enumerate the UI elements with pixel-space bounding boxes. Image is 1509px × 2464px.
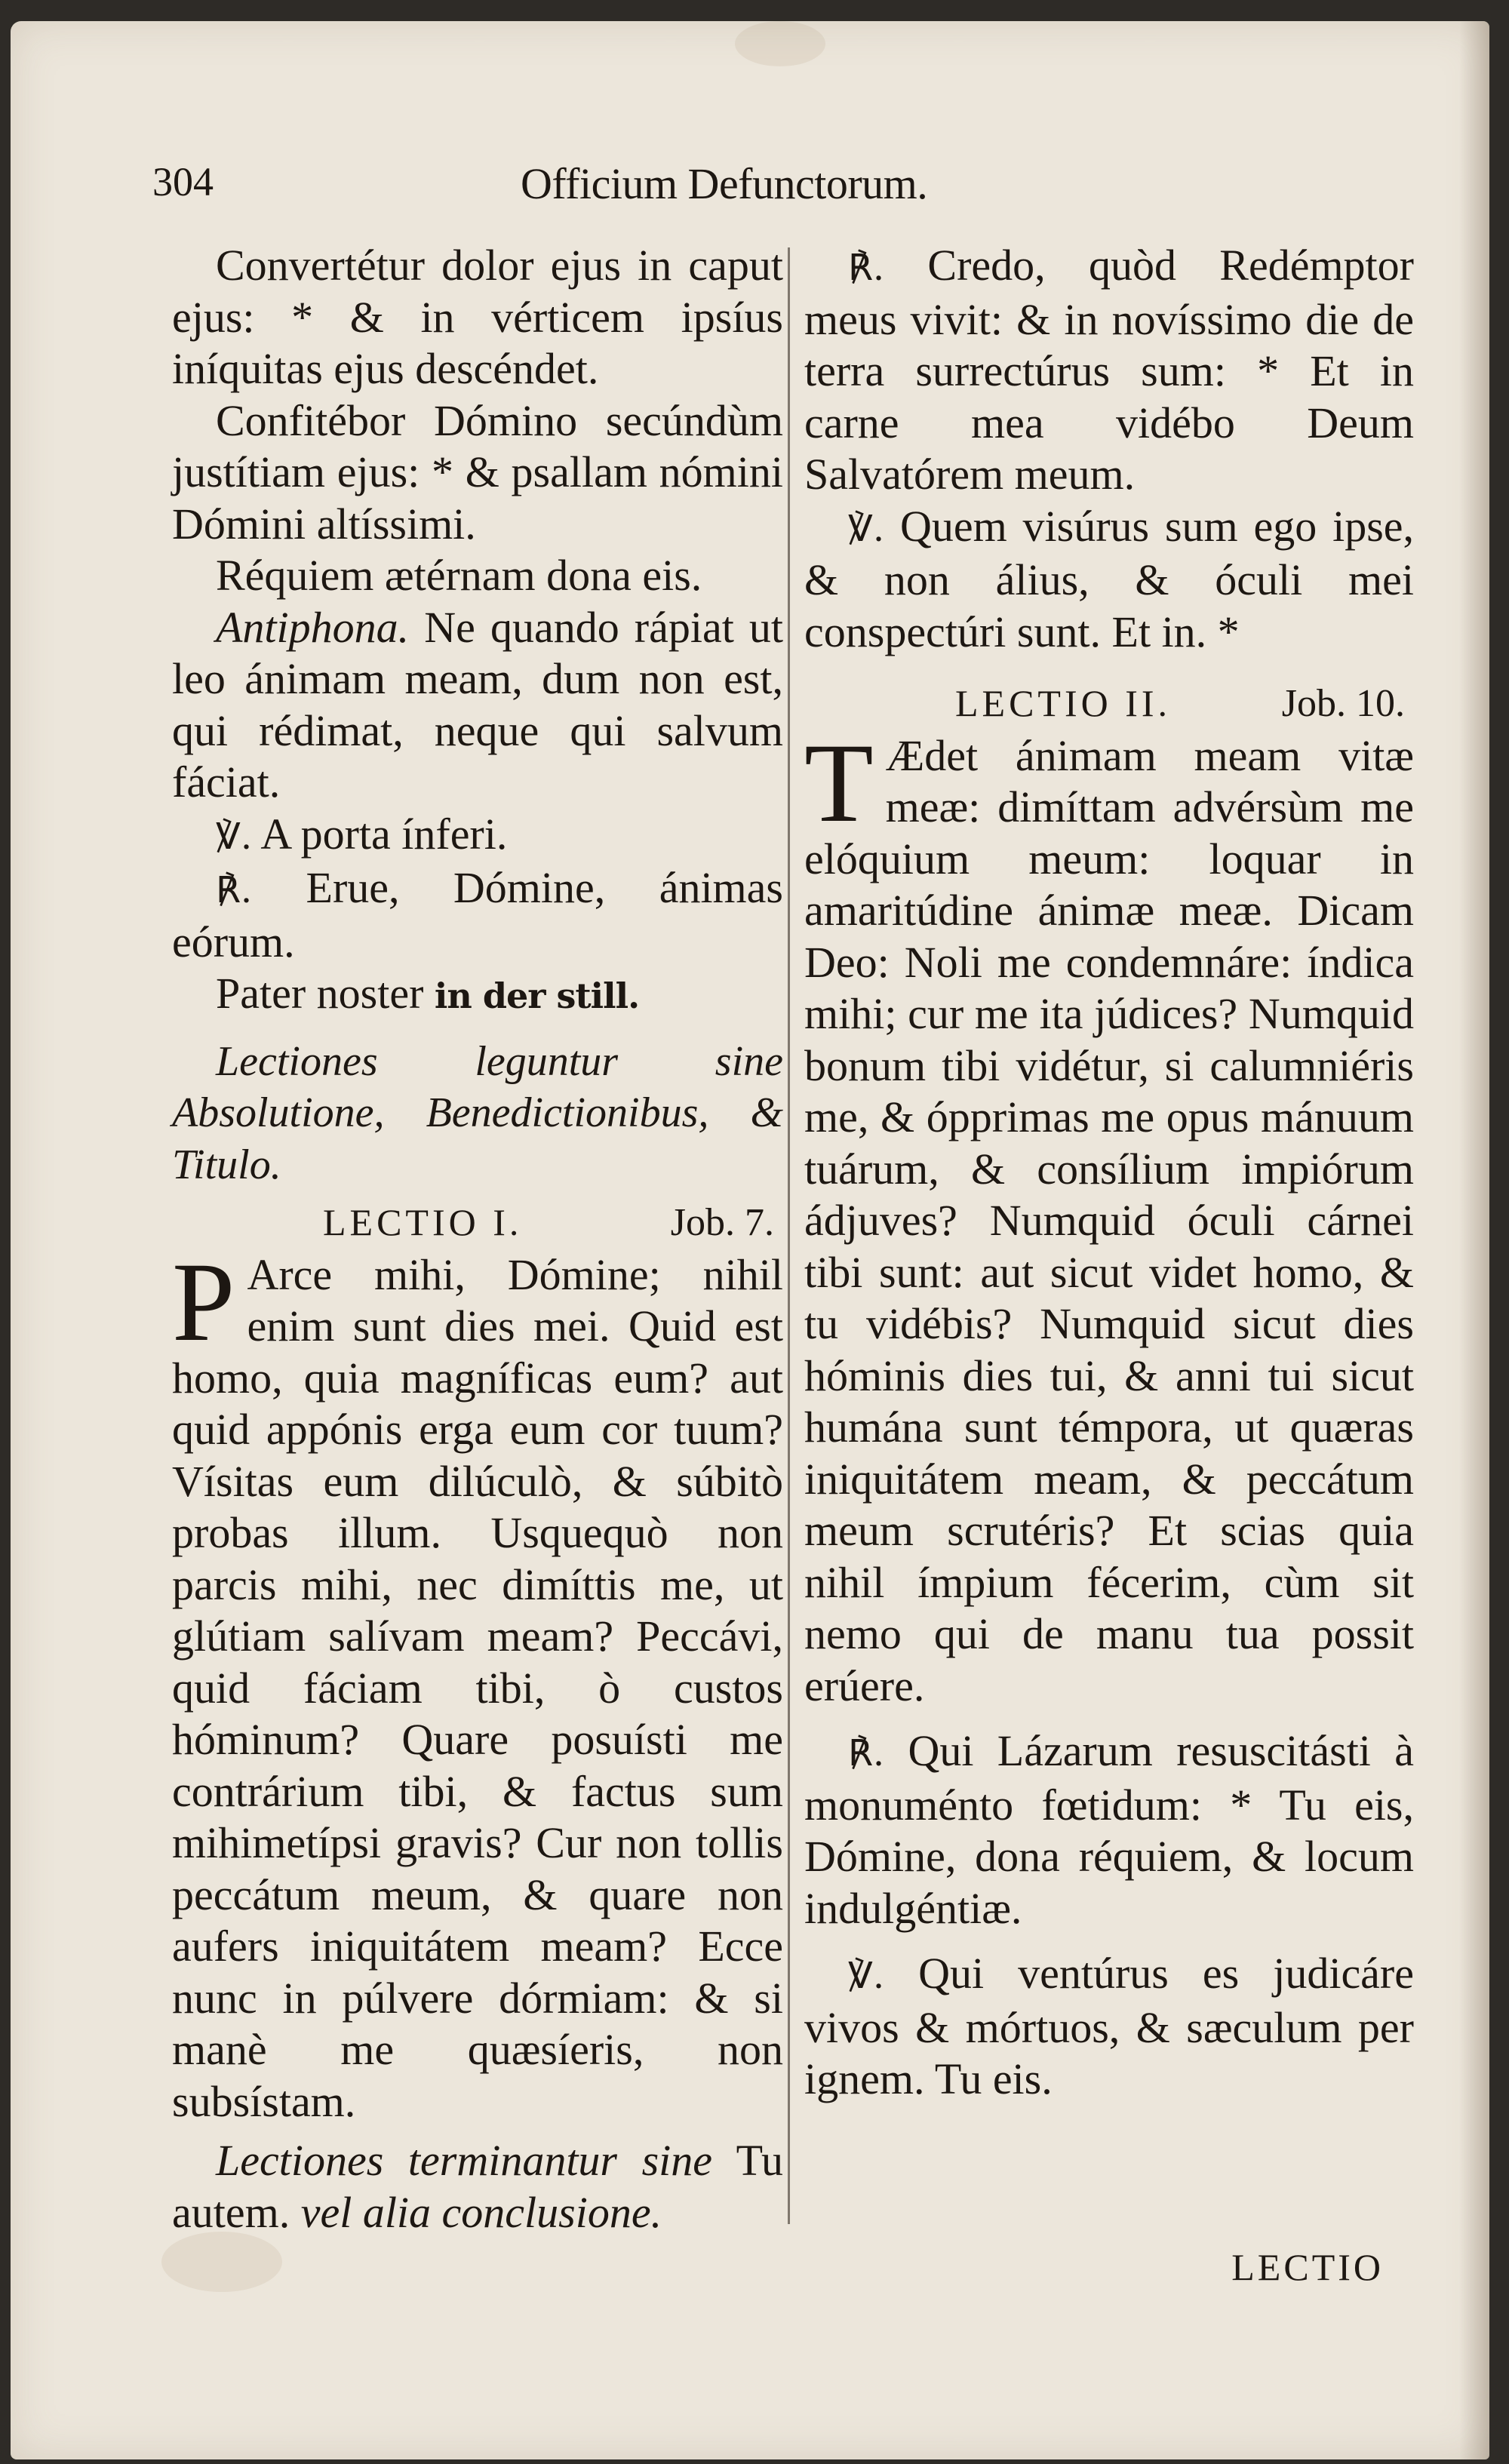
rubric-roman: Tu autem. — [172, 2136, 783, 2237]
right-column — [804, 240, 1414, 2106]
lectio-heading — [804, 677, 1414, 730]
response-text: Erue, Dómine, ánimas eórum. — [172, 863, 783, 966]
response-text: Credo, quòd Redémptor meus vivit: & in novíssimo die de terra surrectúrus sum: * Et in carne mea vidébo Deum Salvatórem meum. — [804, 241, 1414, 499]
rubric-note: Lectiones leguntur sine Absolutione, Benedictionibus, & Titulo. — [172, 1037, 783, 1188]
psalm-verse: Convertétur dolor ejus in caput ejus: * & in vérticem ipsíus iníquitas ejus descéndet. — [172, 241, 783, 393]
versicle-text: Quem visúrus sum ego ipse, & non álius, & óculi mei conspectúri sunt. Et in. * — [804, 501, 1415, 656]
versicle-symbol: ℣. — [848, 507, 885, 550]
lectio-body — [804, 720, 1414, 1713]
page-edge-shadow — [1459, 21, 1489, 2459]
pater-noster-text: Pater noster — [216, 969, 424, 1018]
catchword: LECTIO — [1231, 2246, 1384, 2288]
lectio-text: Arce mihi, Dómine; nihil enim sunt dies mei. Quid est homo, quia magníficas eum? aut quid appónis erga eum cor tuum? Vísitas eum dilúculò, & súbitò probas illum. Usquequò non parcis mihi, nec dimíttis me, ut glútiam salívam meam? Peccávi, quid fáciam tibi, ò custos hóminum? Quare posuísti me contrárium tibi, & factus sum mihimetípsi gravis? Cur non tollis peccátum meum, & quare non aufers iniquitátem meam? Ecce nunc in púlvere dórmiam: & si manè me quæsíeris, non subsístam. — [172, 1249, 783, 2126]
response-symbol: ℟. — [848, 247, 885, 289]
response-text: Qui Lázarum resuscitásti à monuménto fœtidum: * Tu eis, Dómine, dona réquiem, & locum indulgéntiæ. — [804, 1726, 1415, 1933]
lectio-source: Job. 7. — [670, 1201, 774, 1244]
versicle-symbol: ℣. — [216, 815, 253, 858]
lectio-source: Job. 10. — [1281, 682, 1405, 725]
versicle-text: A porta ínferi. — [260, 809, 508, 859]
antiphon-text: Ne quando rápiat ut leo ánimam meam, dum non est, qui rédimat, neque qui salvum fáciat. — [172, 602, 783, 806]
psalm-verse: Confitébor Dómino secúndùm justítiam ejus: * & psallam nómini Dómini altíssimi. — [172, 395, 783, 548]
response — [172, 862, 783, 968]
lectio-body — [172, 1239, 783, 2128]
running-title: Officium Defunctorum. — [521, 159, 928, 208]
paper-stain — [735, 21, 825, 66]
page-header — [11, 158, 1489, 219]
rubric-text-end: vel alia conclusione. — [300, 2187, 662, 2237]
paper-stain — [161, 2232, 282, 2292]
lectio-text: Ædet ánimam meam vitæ meæ: dimíttam advérsùm me elóquium meum: loquar in amaritúdine ánimæ meæ. Dicam Deo: Noli me condemnáre: índica mihi; cur me ita júdices? Numquid bonum tibi vidétur, si calumniéris me, & ópprimas me opus mánuum tuárum, & consílium impiórum ádjuves? Numquid óculi cárnei tibi sunt: aut sicut videt homo, & tu vidébis? Numquid sicut dies hóminis dies tui, & anni tui sicut humána sunt témpora, ut quæras iniquitátem meam, & peccátum meum scrutéris? Et scias quia nihil ímpium fécerim, cùm sit nemo qui de manu tua possit erúere. — [804, 730, 1414, 1710]
lectio-title: LECTIO I. — [323, 1201, 523, 1243]
page-number: 304 — [152, 159, 214, 204]
versicle — [172, 809, 783, 863]
versicle-symbol: ℣. — [848, 1955, 885, 1997]
rubric-conclusion — [172, 2135, 783, 2238]
responsory — [804, 240, 1414, 501]
versicle-text: Qui ventúrus es judicáre vivos & mórtuos, & sæculum per ignem. Tu eis. — [804, 1949, 1414, 2103]
response-symbol: ℟. — [216, 869, 253, 911]
antiphon — [172, 602, 783, 809]
lectio-title: LECTIO II. — [955, 682, 1172, 724]
column-divider — [788, 247, 790, 2224]
drop-cap: P — [172, 1239, 235, 1365]
antiphon-label: Antiphona. — [216, 602, 410, 652]
responsory — [804, 1725, 1414, 1934]
gothic-rubric: in der still. — [434, 975, 640, 1016]
pater-noster-line — [172, 968, 783, 1022]
versicle — [804, 1948, 1414, 2106]
lectio-heading — [172, 1197, 783, 1249]
drop-cap: T — [804, 720, 874, 846]
requiem-verse: Réquiem ætérnam dona eis. — [216, 551, 702, 600]
versicle — [804, 501, 1414, 659]
left-column — [172, 240, 783, 2238]
book-page — [11, 21, 1489, 2459]
rubric-text: Lectiones terminantur sine — [216, 2136, 713, 2185]
response-symbol: ℟. — [848, 1732, 885, 1774]
